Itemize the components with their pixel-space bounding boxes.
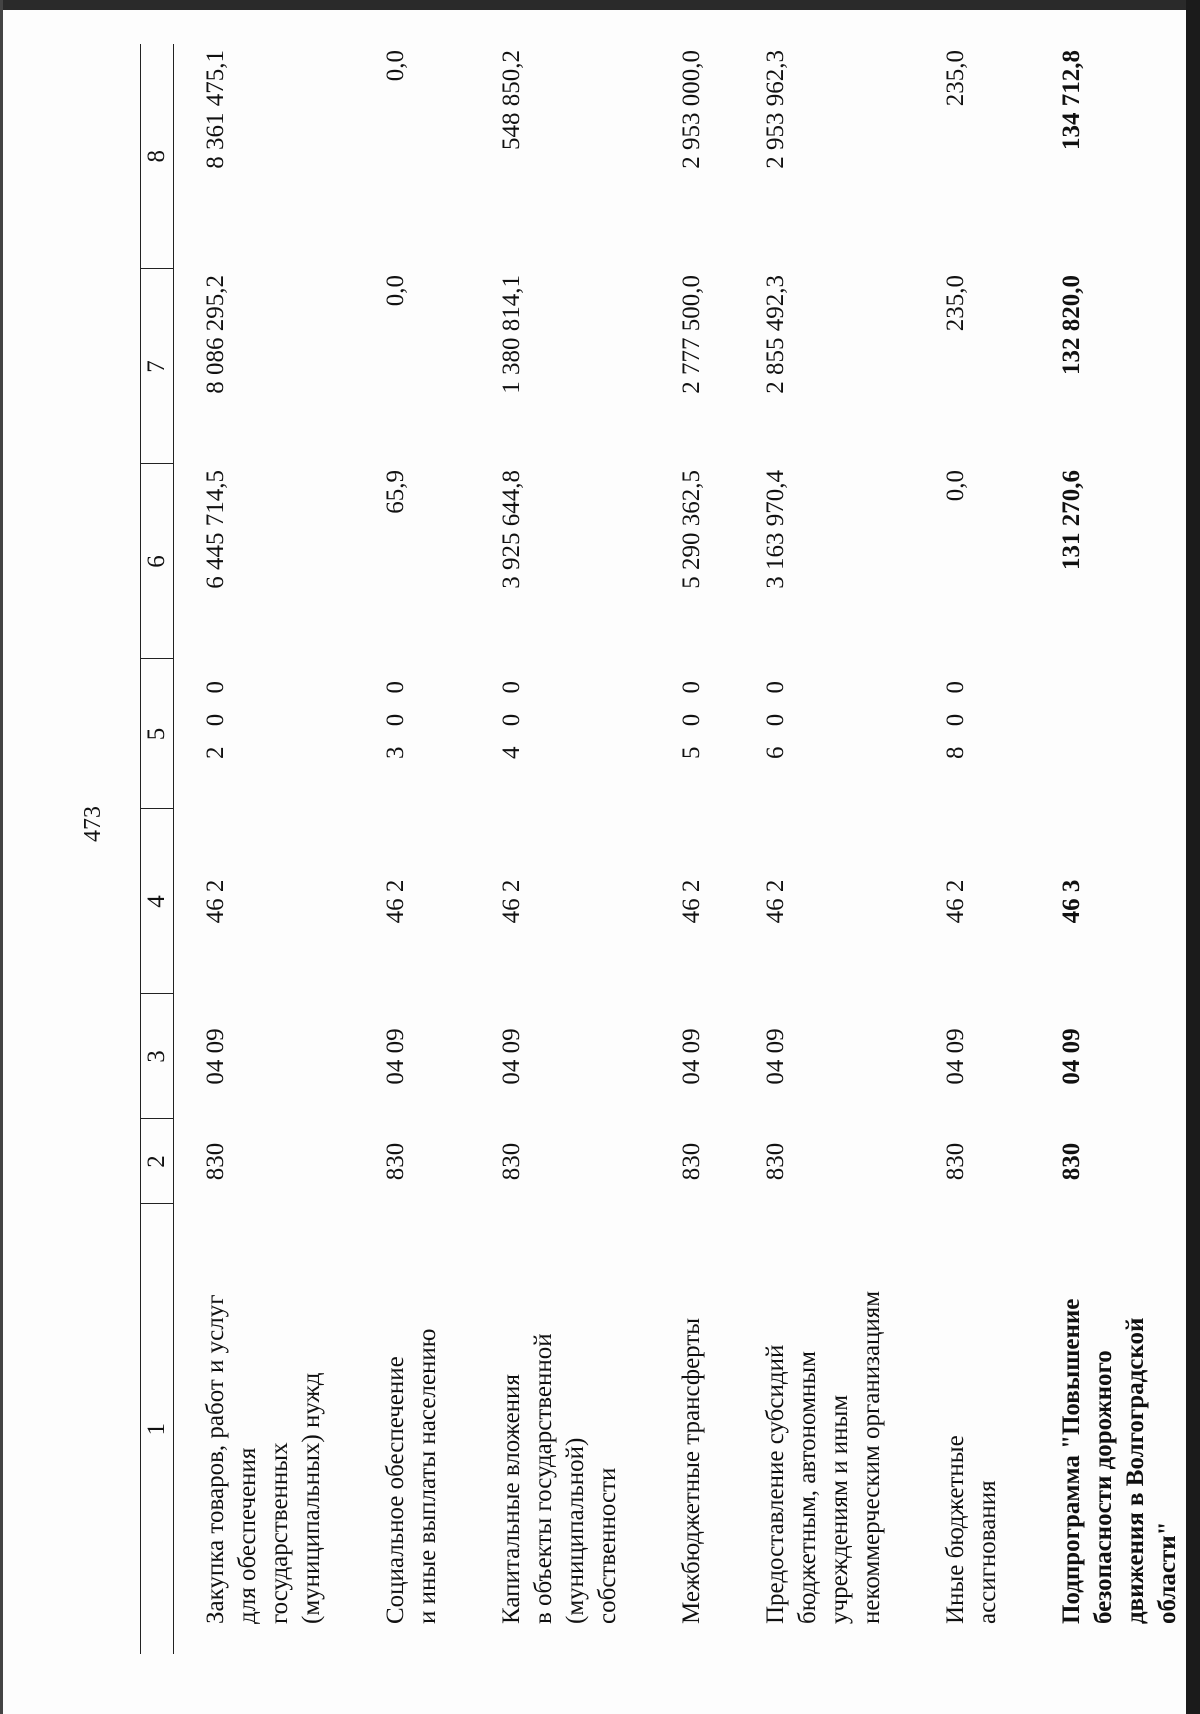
cell-c2: 830 bbox=[1058, 1142, 1085, 1181]
cell-c5 bbox=[1030, 659, 1200, 809]
cell-c4: 46 2 bbox=[202, 879, 229, 924]
cell-c6: 6 445 714,5 bbox=[202, 470, 229, 589]
cell-c7: 2 777 500,0 bbox=[678, 275, 705, 394]
cell-c2: 830 bbox=[498, 1142, 525, 1181]
cell-c6: 5 290 362,5 bbox=[678, 470, 705, 589]
row-name-line: Подпрограмма "Повышение bbox=[1058, 1298, 1085, 1624]
column-header-2: 2 bbox=[141, 1119, 174, 1204]
table-row bbox=[174, 44, 355, 1654]
column-header-1: 1 bbox=[141, 1204, 174, 1654]
column-header-3: 3 bbox=[141, 994, 174, 1119]
row-name-line: Иные бюджетные bbox=[942, 1435, 969, 1624]
cell-c3: 04 09 bbox=[1058, 1028, 1085, 1085]
cell-c6: 0,0 bbox=[942, 470, 969, 502]
cell-c3: 04 09 bbox=[382, 1028, 409, 1085]
cell-c6: 131 270,6 bbox=[1058, 470, 1085, 570]
row-name-cell bbox=[914, 1204, 1030, 1654]
row-name-line: Капитальные вложения bbox=[498, 1374, 525, 1624]
row-name-line: бюджетным, автономным bbox=[794, 1351, 821, 1624]
cell-c4: 46 2 bbox=[678, 879, 705, 924]
table-row bbox=[354, 44, 470, 1654]
table-row bbox=[914, 44, 1030, 1654]
cell-c4: 46 3 bbox=[1058, 879, 1085, 924]
row-name-line: в объекты государственной bbox=[530, 1333, 557, 1624]
cell-c3: 04 09 bbox=[498, 1028, 525, 1085]
table-row bbox=[734, 44, 914, 1654]
cell-c3: 04 09 bbox=[202, 1028, 229, 1085]
row-name-line: и иные выплаты населению bbox=[414, 1328, 441, 1624]
cell-c2: 830 bbox=[202, 1142, 229, 1181]
cell-c8: 2 953 962,3 bbox=[762, 50, 789, 169]
cell-c8: 235,0 bbox=[942, 50, 969, 107]
cell-c5: 6 0 0 bbox=[762, 674, 789, 759]
cell-c8: 0,0 bbox=[382, 50, 409, 82]
row-name-line: Предоставление субсидий bbox=[762, 1344, 789, 1624]
cell-c3: 04 09 bbox=[762, 1028, 789, 1085]
row-name-line: Закупка товаров, работ и услуг bbox=[202, 1294, 229, 1624]
budget-table bbox=[140, 44, 1200, 1654]
cell-c5: 4 0 0 bbox=[498, 674, 525, 759]
column-header-4: 4 bbox=[141, 809, 174, 994]
page-number: 473 bbox=[80, 806, 106, 842]
table-row bbox=[470, 44, 650, 1654]
column-header-7: 7 bbox=[141, 269, 174, 464]
cell-c6: 3 163 970,4 bbox=[762, 470, 789, 589]
cell-c6: 65,9 bbox=[382, 470, 409, 514]
table-row bbox=[650, 44, 734, 1654]
row-name-cell bbox=[650, 1204, 734, 1654]
cell-c8: 8 361 475,1 bbox=[202, 50, 229, 169]
cell-c5: 5 0 0 bbox=[678, 674, 705, 759]
cell-c2: 830 bbox=[942, 1142, 969, 1181]
cell-c4: 46 2 bbox=[942, 879, 969, 924]
row-name-line: движения в Волгоградской bbox=[1122, 1317, 1149, 1624]
row-name-line: учреждениям и иным bbox=[826, 1394, 853, 1624]
cell-c5: 8 0 0 bbox=[942, 674, 969, 759]
cell-c4: 46 2 bbox=[762, 879, 789, 924]
header-row bbox=[141, 44, 174, 1654]
cell-c8: 2 953 000,0 bbox=[678, 50, 705, 169]
table-row bbox=[1030, 44, 1200, 1654]
column-header-6: 6 bbox=[141, 464, 174, 659]
row-name-line: области" bbox=[1154, 1521, 1181, 1624]
cell-c7: 235,0 bbox=[942, 275, 969, 332]
row-name-line: (муниципальных) нужд bbox=[298, 1372, 325, 1624]
row-name-cell bbox=[354, 1204, 470, 1654]
cell-c2: 830 bbox=[678, 1142, 705, 1181]
row-name-line: ассигнования bbox=[974, 1480, 1001, 1624]
cell-c7: 1 380 814,1 bbox=[498, 275, 525, 394]
cell-c3: 04 09 bbox=[678, 1028, 705, 1085]
column-header-8: 8 bbox=[141, 44, 174, 269]
cell-c5: 2 0 0 bbox=[202, 674, 229, 759]
cell-c4: 46 2 bbox=[498, 879, 525, 924]
column-header-5: 5 bbox=[141, 659, 174, 809]
cell-c2: 830 bbox=[382, 1142, 409, 1181]
cell-c7: 2 855 492,3 bbox=[762, 275, 789, 394]
table-body bbox=[174, 44, 1200, 1654]
cell-c5: 3 0 0 bbox=[382, 674, 409, 759]
row-name-cell bbox=[1030, 1204, 1200, 1654]
cell-c3: 04 09 bbox=[942, 1028, 969, 1085]
cell-c7: 132 820,0 bbox=[1058, 275, 1085, 375]
cell-c6: 3 925 644,8 bbox=[498, 470, 525, 589]
row-name-line: государственных bbox=[266, 1442, 293, 1624]
row-name-line: собственности bbox=[594, 1467, 621, 1624]
row-name-cell bbox=[734, 1204, 914, 1654]
row-name-line: Межбюджетные трансферты bbox=[678, 1317, 705, 1624]
row-name-line: некоммерческим организациям bbox=[858, 1290, 885, 1624]
cell-c7: 8 086 295,2 bbox=[202, 275, 229, 394]
cell-c2: 830 bbox=[762, 1142, 789, 1181]
cell-c8: 548 850,2 bbox=[498, 50, 525, 150]
row-name-cell bbox=[470, 1204, 650, 1654]
cell-c7: 0,0 bbox=[382, 275, 409, 307]
row-name-cell bbox=[174, 1204, 355, 1654]
row-name-line: для обеспечения bbox=[234, 1447, 261, 1624]
row-name-line: (муниципальной) bbox=[562, 1437, 589, 1624]
cell-c8: 134 712,8 bbox=[1058, 50, 1085, 150]
row-name-line: безопасности дорожного bbox=[1090, 1350, 1117, 1624]
cell-c4: 46 2 bbox=[382, 879, 409, 924]
row-name-line: Социальное обеспечение bbox=[382, 1356, 409, 1624]
